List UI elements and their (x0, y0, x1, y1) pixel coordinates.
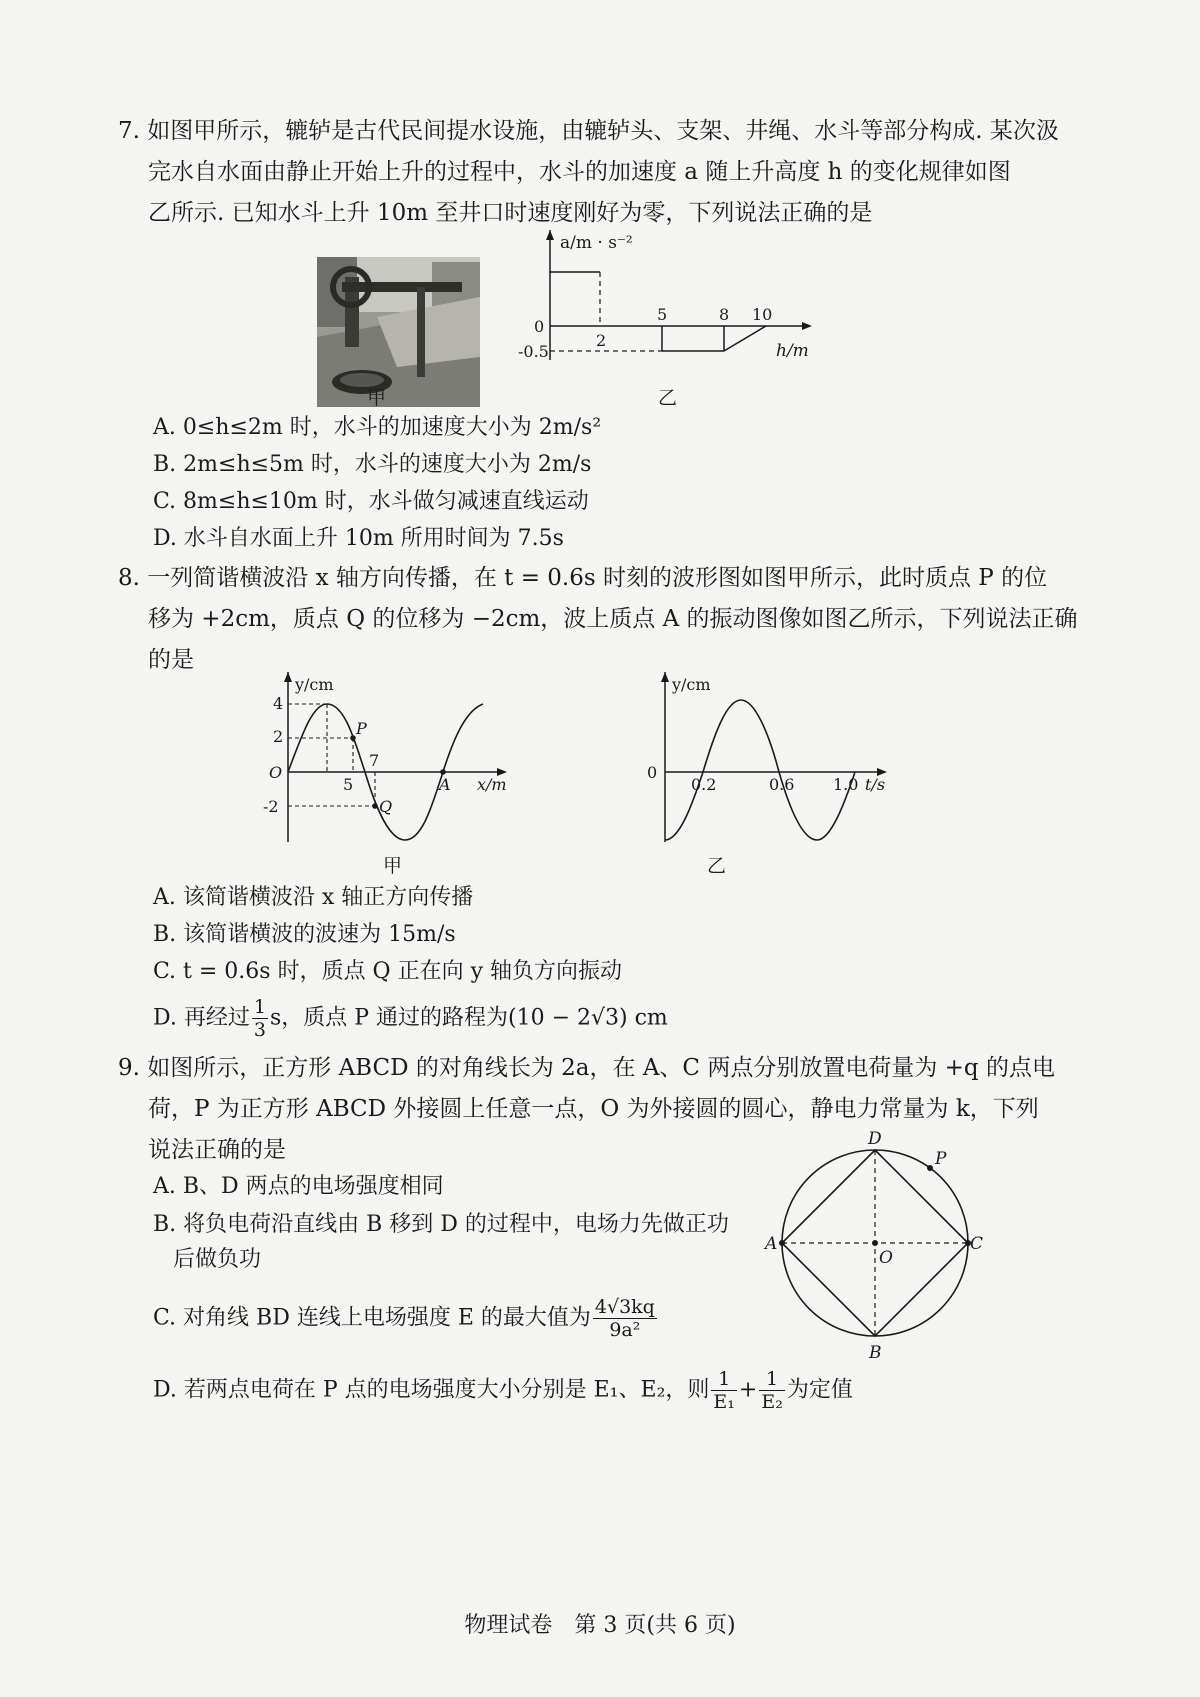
q9-charge-a (779, 1240, 785, 1246)
q9-option-c-fraction (593, 1296, 657, 1341)
q9-option-d-plus: + (738, 1377, 758, 1403)
q9-label-b: B (869, 1343, 882, 1363)
q8-fig-label-left: 甲 (383, 855, 403, 877)
q8-option-d-den: 3 (253, 1019, 266, 1041)
q7-x-axis-arrow (802, 322, 812, 330)
q8a-x-label: x/m (477, 775, 507, 794)
q7-fig-label-left: 甲 (367, 387, 387, 409)
q7-xtick-5: 5 (657, 305, 668, 324)
q8a-label-a: A (439, 775, 451, 794)
q7-ytick-neg: -0.5 (518, 342, 549, 361)
q9-option-a[interactable]: A. B、D 两点的电场强度相同 (153, 1174, 444, 1199)
q8-line-1: 8. 一列简谐横波沿 x 轴方向传播，在 t = 0.6s 时刻的波形图如图甲所示，此时质点 P 的位 (118, 565, 1048, 591)
q8b-vibration-curve (665, 700, 855, 840)
q7-xtick-8: 8 (719, 305, 730, 324)
q8-line-2: 移为 +2cm，质点 Q 的位移为 −2cm，波上质点 A 的振动图像如图乙所示，下列说法正确 (148, 606, 1078, 632)
q8-option-d-fraction (252, 996, 268, 1041)
q7-fig-label-right: 乙 (658, 387, 678, 409)
q9-option-d-f2-num: 1 (759, 1368, 785, 1391)
q8b-y-label: y/cm (672, 675, 711, 694)
q8b-y-axis-arrow (661, 672, 669, 682)
q7-segment-8-10 (724, 326, 766, 351)
q8a-ytick-2: 2 (273, 727, 284, 746)
q7-xtick-10: 10 (752, 305, 773, 324)
q8-option-d-num: 1 (253, 996, 266, 1018)
q8b-xtick-0-6: 0.6 (769, 775, 795, 794)
q7-option-d[interactable]: D. 水斗自水面上升 10m 所用时间为 7.5s (153, 526, 564, 551)
q7-line-2: 完水自水面由静止开始上升的过程中，水斗的加速度 a 随上升高度 h 的变化规律如图 (148, 159, 1011, 185)
q9-option-d-f2-den: E₂ (761, 1391, 783, 1413)
q8-option-d[interactable] (153, 996, 668, 1041)
q9-option-c[interactable] (153, 1296, 659, 1341)
q9-option-d-f1-num: 1 (711, 1368, 737, 1391)
q9-label-a: A (765, 1234, 778, 1254)
q9-option-d-fraction-2 (759, 1368, 785, 1413)
q8-option-c[interactable]: C. t = 0.6s 时，质点 Q 正在向 y 轴负方向振动 (153, 959, 623, 984)
q9-point-p (927, 1165, 933, 1171)
q7-x-label: h/m (776, 341, 809, 361)
q8a-point-a (440, 769, 446, 775)
q9-line-1: 9. 如图所示，正方形 ABCD 的对角线长为 2a，在 A、C 两点分别放置电荷量为 +q 的点电 (118, 1055, 1055, 1081)
q8-waveform-chart (255, 672, 525, 852)
q7-y-label: a/m · s⁻² (560, 233, 633, 253)
q8b-x-label: t/s (865, 775, 886, 794)
q9-option-b[interactable]: B. 将负电荷沿直线由 B 移到 D 的过程中，电场力先做正功 (153, 1212, 729, 1237)
q9-option-d-fraction-1 (711, 1368, 737, 1413)
q9-option-b-cont: 后做负功 (173, 1247, 262, 1272)
q8b-origin: 0 (647, 763, 658, 782)
q9-label-o: O (879, 1248, 893, 1268)
q9-label-c: C (970, 1234, 984, 1254)
q9-option-d-post: 为定值 (786, 1377, 853, 1403)
q9-label-d: D (868, 1129, 882, 1149)
q8a-label-p: P (356, 719, 367, 738)
q8a-y-axis-arrow (284, 672, 292, 682)
q8a-label-q: Q (379, 797, 393, 816)
q8a-origin: O (269, 763, 283, 782)
q8-option-a[interactable]: A. 该简谐横波沿 x 轴正方向传播 (153, 885, 474, 910)
q8a-y-label: y/cm (295, 675, 334, 694)
q8b-xtick-1-0: 1.0 (833, 775, 859, 794)
q8-option-b[interactable]: B. 该简谐横波的波速为 15m/s (153, 922, 456, 947)
q9-line-2: 荷，P 为正方形 ABCD 外接圆上任意一点，O 为外接圆的圆心，静电力常量为 k，下列 (148, 1096, 1039, 1122)
q7-option-c[interactable]: C. 8m≤h≤10m 时，水斗做匀减速直线运动 (153, 489, 589, 514)
q9-option-d-f1-den: E₁ (713, 1391, 735, 1413)
q8a-xtick-5: 5 (343, 775, 354, 794)
q9-center-o (872, 1240, 878, 1246)
q8b-xtick-0-2: 0.2 (691, 775, 717, 794)
q8-line-3: 的是 (148, 647, 194, 673)
well-pulley-photo (317, 257, 480, 407)
q9-line-3: 说法正确的是 (148, 1137, 286, 1163)
q8a-point-q (372, 803, 378, 809)
q9-option-d[interactable] (153, 1368, 853, 1413)
q8-fig-label-right: 乙 (707, 855, 727, 877)
q8a-point-p (350, 735, 356, 741)
q7-acceleration-chart (518, 230, 820, 380)
q9-label-p: P (935, 1149, 947, 1169)
q7-line-3: 乙所示. 已知水斗上升 10m 至井口时速度刚好为零，下列说法正确的是 (148, 200, 873, 226)
q7-xtick-2: 2 (596, 331, 607, 350)
q9-option-c-pre: C. 对角线 BD 连线上电场强度 E 的最大值为 (153, 1305, 591, 1331)
q9-option-d-pre: D. 若两点电荷在 P 点的电场强度大小分别是 E₁、E₂，则 (153, 1377, 710, 1403)
q8a-xtick-7: 7 (369, 751, 380, 770)
well-pulley-photo-graphic (317, 257, 480, 407)
q7-option-a[interactable]: A. 0≤h≤2m 时，水斗的加速度大小为 2m/s² (153, 415, 602, 440)
q7-option-b[interactable]: B. 2m≤h≤5m 时，水斗的速度大小为 2m/s (153, 452, 592, 477)
q9-option-c-den: 9a² (609, 1319, 641, 1341)
q8-vibration-chart (645, 672, 905, 852)
q8a-ytick-4: 4 (273, 694, 284, 713)
q8a-ytick-neg2: -2 (263, 797, 279, 816)
q7-origin: 0 (534, 317, 545, 336)
q8-option-d-post: s，质点 P 通过的路程为(10 − 2√3) cm (269, 1005, 668, 1031)
q8-option-d-pre: D. 再经过 (153, 1005, 250, 1031)
q7-line-1: 7. 如图甲所示，辘轳是古代民间提水设施，由辘轳头、支架、井绳、水斗等部分构成. 某次汲 (118, 118, 1059, 144)
q7-y-axis-arrow (546, 230, 554, 240)
page-footer: 物理试卷 第 3 页(共 6 页) (464, 1613, 736, 1638)
q9-option-c-num: 4√3kq (594, 1296, 655, 1318)
q9-square-circle-diagram (765, 1128, 995, 1368)
